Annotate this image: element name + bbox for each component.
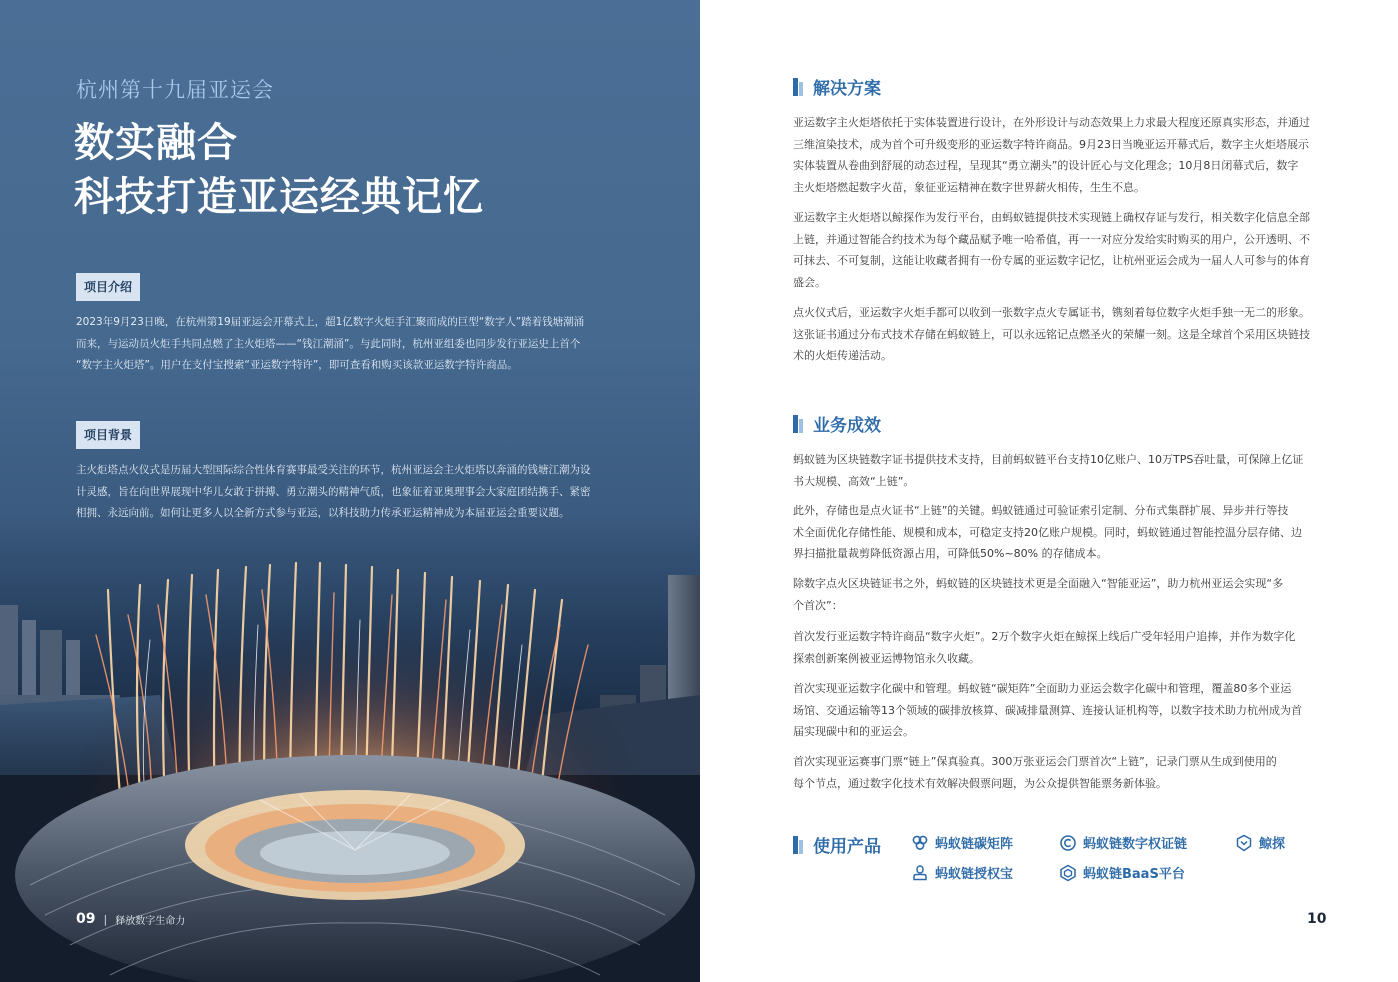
background-paragraph — [76, 460, 606, 525]
text-line: 蚂蚁链为区块链数字证书提供技术支持，目前蚂蚁链平台支持10亿账户、10万TPS吞吐量，可保障上亿证 — [793, 453, 1304, 466]
text-line: 除数字点火区块链证书之外，蚂蚁链的区块链技术更是全面融入“智能亚运”，助力杭州亚运会实现“多 — [793, 577, 1284, 590]
results-paragraph-2 — [793, 500, 1326, 565]
text-line: 探索创新案例被亚运博物馆永久收藏。 — [793, 651, 980, 665]
headline-line-1: 数实融合 — [74, 120, 238, 166]
text-line: 这张证书通过分布式技术存储在蚂蚁链上，可以永远铭记点燃圣火的荣耀一刻。这是全球首个采用区块链技 — [793, 327, 1310, 341]
text-line: 亚运数字主火炬塔以鲸探作为发行平台，由蚂蚁链提供技术实现链上确权存证与发行，相关数字化信息全部 — [793, 211, 1310, 224]
product-baas — [1059, 863, 1185, 882]
text-line: 书大规模、高效“上链”。 — [793, 474, 915, 488]
results-title: 业务成效 — [813, 416, 881, 436]
text-line: 个首次”： — [793, 598, 843, 612]
intro-paragraph — [76, 312, 606, 377]
results-paragraph-4 — [793, 626, 1326, 669]
product-label: 蚂蚁链数字权证链 — [1083, 837, 1188, 852]
product-label: 蚂蚁链BaaS平台 — [1083, 867, 1185, 882]
text-line: 可抹去、不可复制，这能让收藏者拥有一份专属的亚运数字记忆，让杭州亚运会成为一届人人可参与的体育 — [793, 254, 1310, 267]
product-jingtan — [1235, 833, 1285, 852]
text-line: 三维渲染技术，成为首个可升级变形的亚运数字特许商品。9月23日当晚亚运开幕式后，数字主火炬塔展示 — [793, 137, 1309, 151]
text-line: 每个节点，通过数字化技术有效解决假票问题，为公众提供智能票务新体验。 — [793, 776, 1167, 790]
shield-icon — [1235, 834, 1253, 852]
text-line: 术全面优化存储性能、规模和成本，可稳定支持20亿账户规模。同时，蚂蚁链通过智能控温分层存储、边 — [793, 525, 1302, 539]
text-line: 点火仪式后，亚运数字火炬手都可以收到一张数字点火专属证书，镌刻着每位数字火炬手独一无二的形象。 — [793, 306, 1310, 319]
product-digital-copyright — [1059, 833, 1187, 852]
intro-line: “数字主火炬塔”。用户在支付宝搜索“亚运数字特许”，即可查看和购买该款亚运数字特许商品。 — [76, 359, 518, 371]
left-page-number: 09 — [76, 911, 96, 927]
carbon-matrix-icon — [911, 834, 929, 852]
left-page-footer — [76, 911, 185, 927]
text-line: 上链，并通过智能合约技术为每个藏品赋予唯一哈希值，再一一对应分发给实时购买的用户，公开透明、不 — [793, 232, 1310, 246]
authorize-icon — [911, 864, 929, 882]
product-label: 蚂蚁链授权宝 — [935, 867, 1014, 882]
results-paragraph-1 — [793, 449, 1326, 492]
results-paragraph-5 — [793, 678, 1326, 743]
text-line: 主火炬塔燃起数字火苗，象征亚运精神在数字世界薪火相传，生生不息。 — [793, 180, 1145, 194]
product-label: 蚂蚁链碳矩阵 — [935, 837, 1014, 852]
text-line: 界扫描批量裁剪降低资源占用，可降低50%~80% 的存储成本。 — [793, 547, 1108, 560]
footer-slogan: 释放数字生命力 — [115, 915, 186, 927]
heading-bar-icon — [793, 415, 803, 433]
product-carbon-matrix — [911, 833, 1013, 852]
text-line: 亚运数字主火炬塔依托于实体装置进行设计，在外形设计与动态效果上力求最大程度还原真实形态，并通过 — [793, 116, 1310, 129]
solution-heading — [793, 74, 881, 99]
text-line: 首次发行亚运数字特许商品“数字火炬”。2万个数字火炬在鲸探上线后广受年轻用户追捧，并作为数字化 — [793, 630, 1296, 643]
event-eyebrow: 杭州第十九届亚运会 — [76, 78, 274, 102]
products-title: 使用产品 — [813, 837, 881, 857]
product-authorization — [911, 863, 1013, 882]
product-label: 鲸探 — [1259, 837, 1286, 852]
text-line: 首次实现亚运数字化碳中和管理。蚂蚁链“碳矩阵”全面助力亚运会数字化碳中和管理，覆盖80多个亚运 — [793, 682, 1292, 695]
text-line: 实体装置从卷曲到舒展的动态过程，呈现其“勇立潮头”的设计匠心与文化理念；10月8日闭幕式后，数字 — [793, 159, 1299, 172]
intro-tag: 项目介绍 — [76, 273, 140, 301]
copyright-icon — [1059, 834, 1077, 852]
intro-line: 而来，与运动员火炬手共同点燃了主火炬塔——“钱江潮涌”。与此同时，杭州亚组委也同步发行亚运史上首个 — [76, 337, 581, 350]
solution-paragraph-1 — [793, 112, 1326, 198]
results-heading — [793, 411, 881, 436]
background-tag: 项目背景 — [76, 421, 140, 449]
background-line: 相拥、永远向前。如何让更多人以全新方式参与亚运，以科技助力传承亚运精神成为本届亚运会重要议题。 — [76, 507, 570, 519]
results-paragraph-6 — [793, 751, 1326, 794]
heading-bar-icon — [793, 836, 803, 854]
heading-bar-icon — [793, 78, 803, 96]
background-line: 计灵感，旨在向世界展现中华儿女敢于拼搏、勇立潮头的精神气质，也象征着亚奥理事会大家庭团结携手、紧密 — [76, 485, 591, 498]
footer-separator: | — [103, 912, 108, 926]
text-line: 术的火炬传递活动。 — [793, 349, 892, 362]
solution-paragraph-3 — [793, 302, 1326, 367]
intro-line: 2023年9月23日晚，在杭州第19届亚运会开幕式上，超1亿数字火炬手汇聚而成的巨型“数字人”踏着钱塘潮涌 — [76, 316, 585, 328]
results-paragraph-3 — [793, 573, 1326, 616]
right-page — [700, 0, 1398, 982]
right-page-number: 10 — [1307, 911, 1327, 927]
text-line: 此外，存储也是点火证书“上链”的关键。蚂蚁链通过可验证索引定制、分布式集群扩展、异步并行等技 — [793, 504, 1289, 517]
text-line: 届实现碳中和的亚运会。 — [793, 725, 914, 738]
text-line: 场馆、交通运输等13个领域的碳排放核算、碳减排量测算、连接认证机构等，以数字技术助力杭州成为首 — [793, 703, 1302, 717]
background-line: 主火炬塔点火仪式是历届大型国际综合性体育赛事最受关注的环节，杭州亚运会主火炬塔以奔涌的钱塘江潮为设 — [76, 464, 591, 476]
page-headline — [74, 116, 484, 224]
headline-line-2: 科技打造亚运经典记忆 — [74, 174, 484, 220]
products-heading — [793, 832, 881, 857]
baas-icon — [1059, 864, 1077, 882]
text-line: 首次实现亚运赛事门票“链上”保真验真。300万张亚运会门票首次“上链”，记录门票从生成到使用的 — [793, 755, 1277, 768]
solution-title: 解决方案 — [813, 79, 881, 99]
text-line: 盛会。 — [793, 275, 826, 289]
solution-paragraph-2 — [793, 207, 1326, 293]
